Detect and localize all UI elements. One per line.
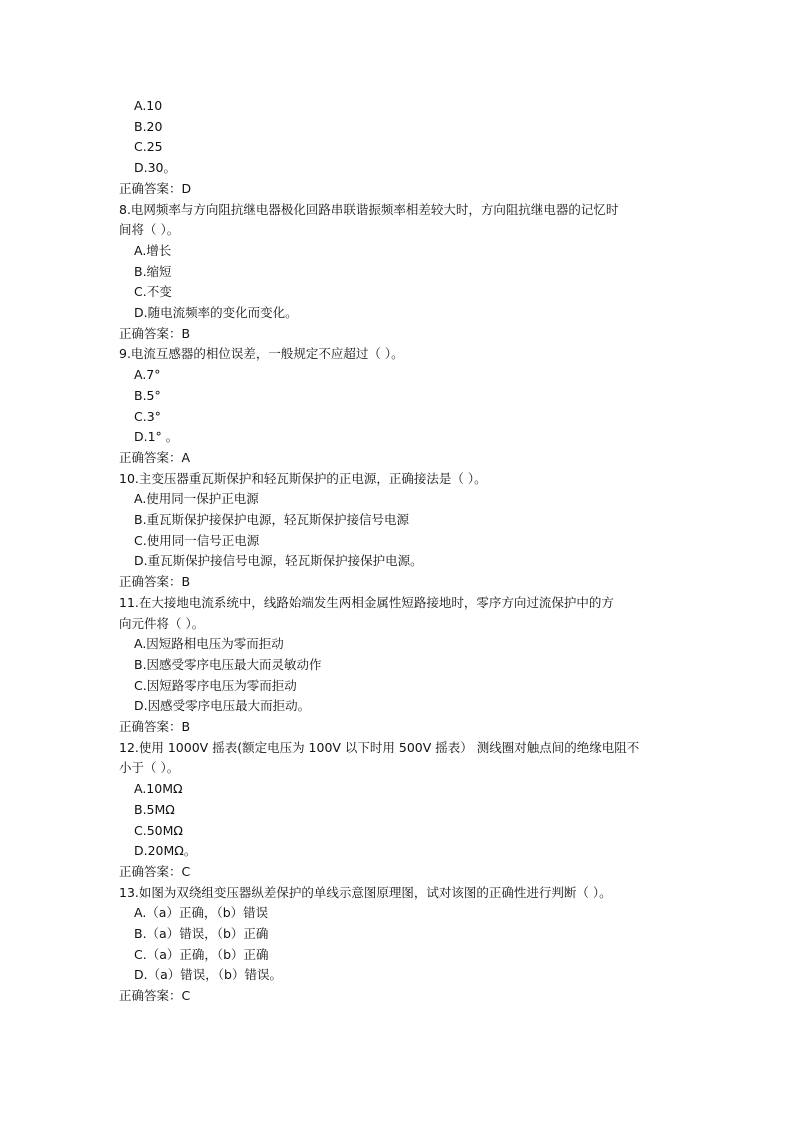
answer-option: B.5MΩ [134, 801, 175, 817]
answer-option: A.因短路相电压为零而拒动 [134, 636, 284, 652]
answer-option: C.25 [134, 139, 163, 155]
question-text-line: 向元件将（ ）。 [119, 615, 205, 631]
answer-option: A.增长 [134, 242, 172, 258]
question-text-line: 12.使用 1000V 摇表(额定电压为 100V 以下时用 500V 摇表） 测线圈对触点间的绝缘电阻不 [119, 739, 640, 755]
answer-option: B.20 [134, 118, 163, 134]
answer-option: D.30。 [134, 160, 177, 176]
answer-option: B.重瓦斯保护接保护电源，轻瓦斯保护接信号电源 [134, 512, 410, 527]
answer-option: A.使用同一保护正电源 [134, 491, 259, 507]
answer-option: B.缩短 [134, 263, 172, 279]
answer-option: D.重瓦斯保护接信号电源，轻瓦斯保护接保护电源。 [134, 553, 423, 569]
answer-option: A.（a）正确，（b）错误 [134, 905, 269, 921]
answer-option: D.1° 。 [134, 429, 179, 445]
answer-option: A.10MΩ [134, 781, 183, 797]
correct-answer: 正确答案：B [119, 719, 191, 734]
answer-option: C.使用同一信号正电源 [134, 532, 260, 548]
answer-option: B.5° [134, 387, 161, 403]
question-text-line: 10.主变压器重瓦斯保护和轻瓦斯保护的正电源，正确接法是（ ）。 [119, 470, 487, 486]
answer-option: C.因短路零序电压为零而拒动 [134, 677, 297, 693]
answer-option: D.20MΩ。 [134, 843, 197, 859]
correct-answer: 正确答案：D [119, 180, 192, 196]
answer-option: B.因感受零序电压最大而灵敏动作 [134, 656, 322, 672]
correct-answer: 正确答案：A [119, 449, 191, 465]
answer-option: C.（a）正确，（b）正确 [134, 946, 269, 962]
question-text-line: 9.电流互感器的相位误差，一般规定不应超过（ ）。 [119, 346, 404, 362]
answer-option: D.随电流频率的变化而变化。 [134, 305, 298, 320]
question-text-line: 8.电网频率与方向阻抗继电器极化回路串联谐振频率相差较大时，方向阻抗继电器的记忆时 [119, 201, 619, 217]
answer-option: C.不变 [134, 284, 172, 300]
question-text-line: 小于（ ）。 [119, 760, 180, 776]
question-text-line: 11.在大接地电流系统中，线路始端发生两相金属性短路接地时，零序方向过流保护中的方 [119, 594, 614, 610]
answer-option: D.因感受零序电压最大而拒动。 [134, 698, 311, 714]
correct-answer: 正确答案：C [119, 863, 191, 879]
question-text-line: 间将（ ）。 [119, 222, 180, 238]
answer-option: A.10 [134, 98, 163, 113]
question-text-line: 13.如图为双绕组变压器纵差保护的单线示意图原理图，试对该图的正确性进行判断（ ）。 [119, 884, 612, 900]
answer-option: A.7° [134, 367, 161, 383]
answer-option: C.50MΩ [134, 822, 183, 838]
correct-answer: 正确答案：B [119, 325, 191, 341]
answer-option: C.3° [134, 408, 161, 424]
correct-answer: 正确答案：B [119, 574, 191, 590]
answer-option: D.（a）错误，（b）错误。 [134, 967, 282, 983]
correct-answer: 正确答案：C [119, 988, 191, 1004]
answer-option: B.（a）错误，（b）正确 [134, 926, 269, 941]
